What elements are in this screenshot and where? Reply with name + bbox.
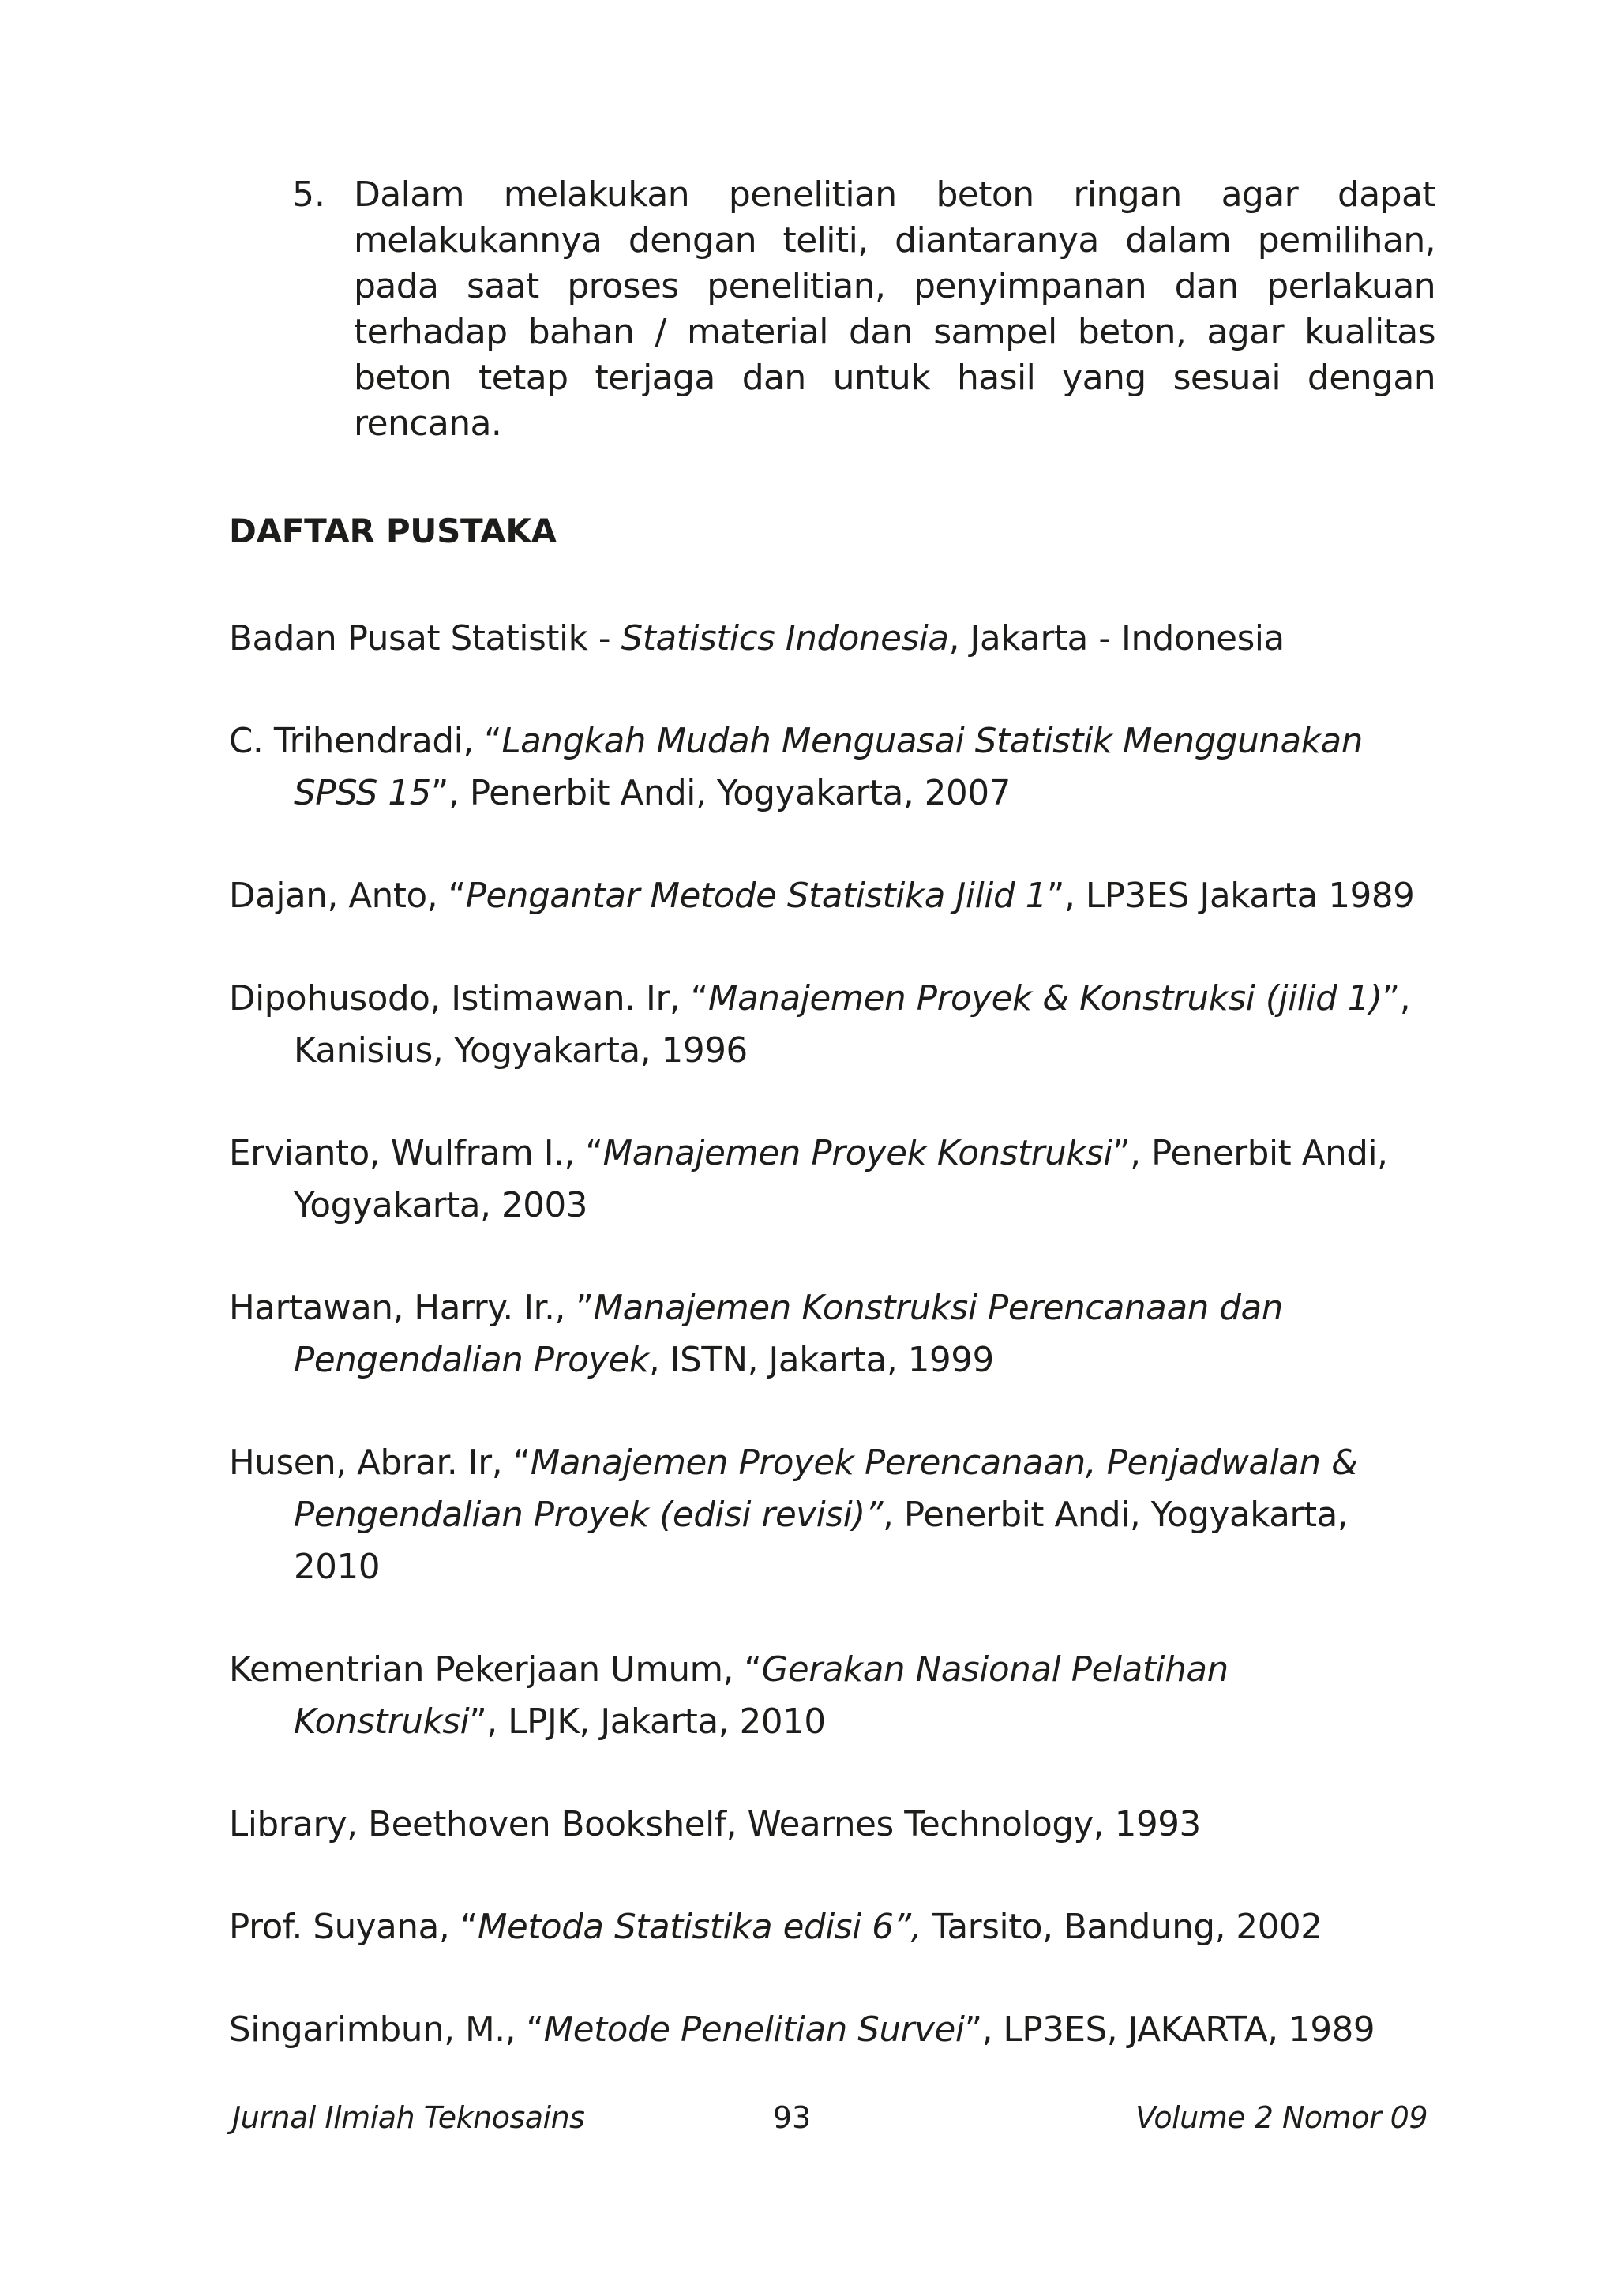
reference-entry: Dipohusodo, Istimawan. Ir, “Manajemen Proyek & Konstruksi (jilid 1)”, Kanisius, Yogyakarta, 1996 — [229, 979, 1411, 1071]
reference-entry: Ervianto, Wulfram I., “Manajemen Proyek Konstruksi”, Penerbit Andi, Yogyakarta, 2003 — [229, 1134, 1388, 1225]
page-number: 93 — [772, 2100, 812, 2135]
reference-entry: Singarimbun, M., “Metode Penelitian Survei”, LP3ES, JAKARTA, 1989 — [229, 2010, 1375, 2050]
reference-entry: Prof. Suyana, “Metoda Statistika edisi 6”, Tarsito, Bandung, 2002 — [229, 1908, 1322, 1947]
journal-name: Jurnal Ilmiah Teknosains — [232, 2100, 585, 2135]
reference-entry: Hartawan, Harry. Ir., ”Manajemen Konstruksi Perencanaan dan Pengendalian Proyek, ISTN, Jakarta, 1999 — [229, 1289, 1283, 1380]
volume-info: Volume 2 Nomor 09 — [1135, 2100, 1428, 2135]
reference-entry: Badan Pusat Statistik - Statistics Indonesia, Jakarta - Indonesia — [229, 619, 1285, 658]
reference-list — [229, 613, 1437, 2107]
reference-entry: Kementrian Pekerjaan Umum, “Gerakan Nasional Pelatihan Konstruksi”, LPJK, Jakarta, 2010 — [229, 1650, 1229, 1742]
reference-entry: Dajan, Anto, “Pengantar Metode Statistika Jilid 1”, LP3ES Jakarta 1989 — [229, 876, 1415, 916]
reference-entry: Husen, Abrar. Ir, “Manajemen Proyek Perencanaan, Penjadwalan & Pengendalian Proyek (edisi revisi)”, Penerbit Andi, Yogyakarta, 2010 — [229, 1443, 1358, 1587]
page-footer — [229, 2100, 1437, 2148]
section-heading: DAFTAR PUSTAKA — [229, 512, 557, 550]
reference-entry: C. Trihendradi, “Langkah Mudah Menguasai Statistik Menggunakan SPSS 15”, Penerbit Andi, Yogyakarta, 2007 — [229, 722, 1363, 813]
reference-entry: Library, Beethoven Bookshelf, Wearnes Technology, 1993 — [229, 1805, 1201, 1844]
list-item-number: 5. — [292, 174, 325, 215]
list-item-text: Dalam melakukan penelitian beton ringan agar dapat melakukannya dengan teliti, diantaranya dalam pemilihan, pada saat proses penelitian, penyimpanan dan perlakuan terhadap bahan / material dan sampel beton, agar kualitas beton tetap terjaga dan untuk hasil yang sesuai dengan rencana. — [354, 174, 1435, 444]
